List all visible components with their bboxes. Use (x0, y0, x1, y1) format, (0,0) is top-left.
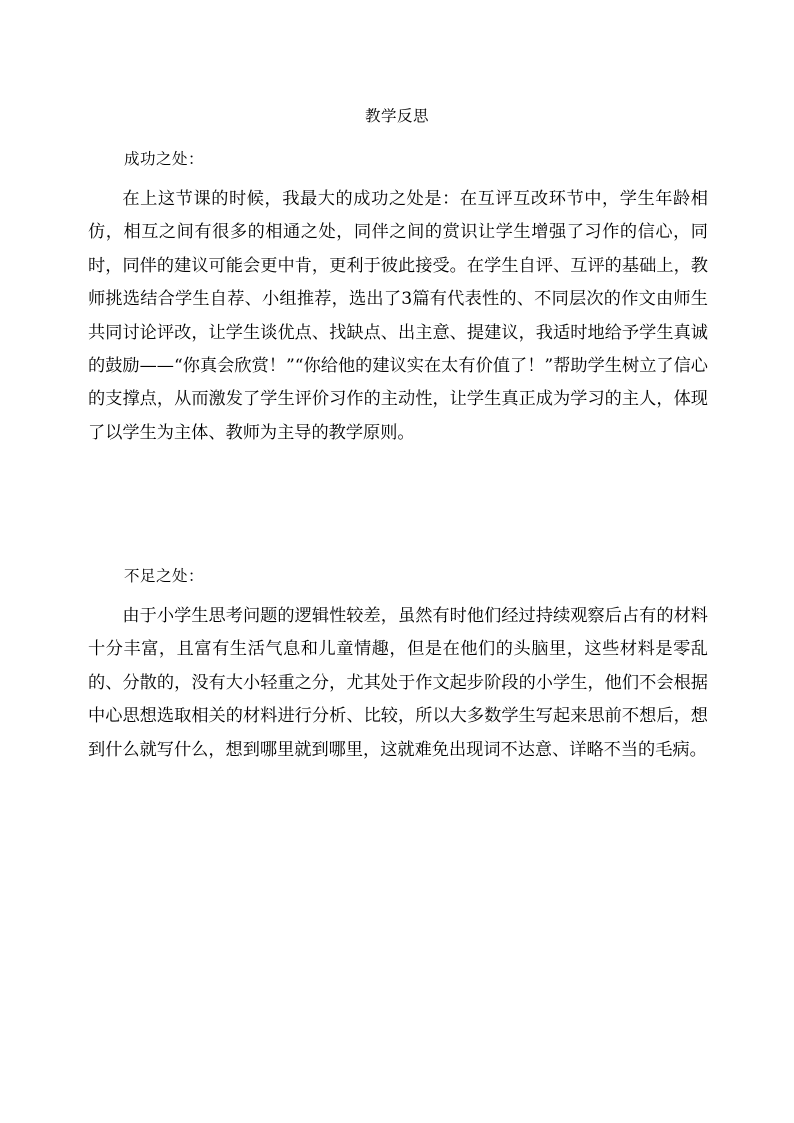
section-heading-shortcomings: 不足之处： (124, 567, 205, 585)
document-title: 教学反思 (364, 107, 429, 125)
section-heading-success: 成功之处： (124, 150, 205, 168)
section-body-success: 在上这节课的时候，我最大的成功之处是：在互评互改环节中，学生年龄相仿，相互之间有很多的相通之处，同伴之间的赏识让学生增强了习作的信心，同时，同伴的建议可能会更中肯，更利于彼此接受。在学生自评、互评的基础上，教师挑选结合学生自荐、小组推荐，选出了3篇有代表性的、不同层次的作文由师生共同讨论评改，让学生谈优点、找缺点、出主意、提建议，我适时地给予学生真诚的鼓励——“你真会欣赏！”“你给他的建议实在太有价值了！”帮助学生树立了信心的支撑点，从而激发了学生评价习作的主动性，让学生真正成为学习的主人，体现了以学生为主体、教师为主导的教学原则。 (88, 189, 708, 443)
section-body-shortcomings: 由于小学生思考问题的逻辑性较差，虽然有时他们经过持续观察后占有的材料十分丰富，且富有生活气息和儿童情趣，但是在他们的头脑里，这些材料是零乱的、分散的，没有大小轻重之分，尤其处于作文起步阶段的小学生，他们不会根据中心思想选取相关的材料进行分析、比较，所以大多数学生写起来思前不想后，想到什么就写什么，想到哪里就到哪里，这就难免出现词不达意、详略不当的毛病。 (88, 606, 708, 760)
